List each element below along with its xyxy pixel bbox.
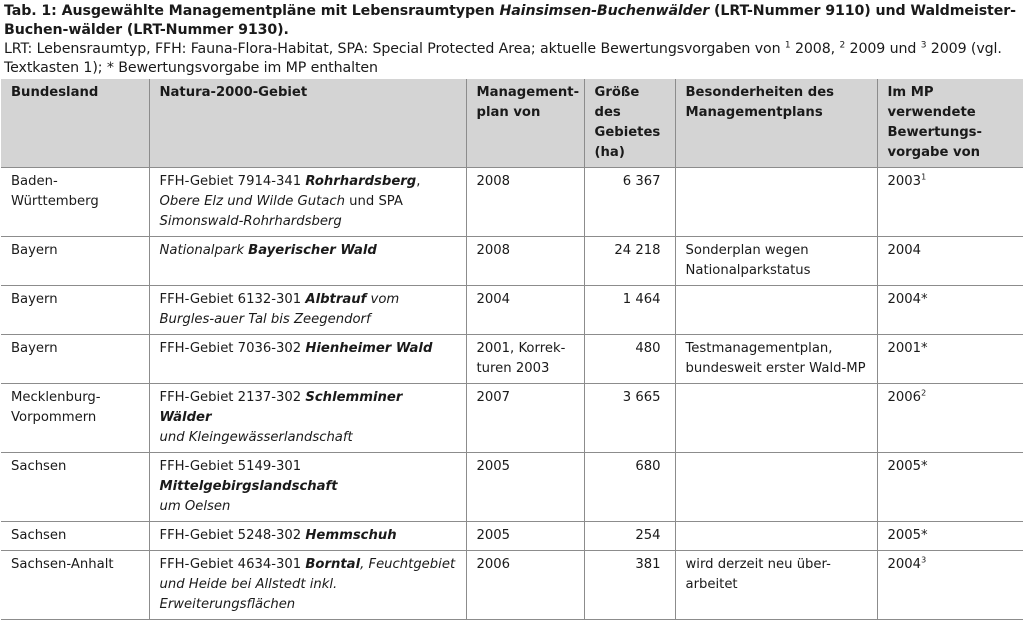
cell-plan: 2005 [466, 522, 584, 551]
legend-text-2: 2008, [790, 41, 840, 57]
cell-gebiet [149, 237, 466, 286]
cell-gebiet [149, 551, 466, 620]
table-row [1, 168, 1023, 237]
header-plan: Management-plan von [466, 79, 584, 168]
header-bundesland: Bundesland [1, 79, 149, 168]
gebiet-name: Rohrhardsberg [305, 174, 417, 189]
vorgabe-footnote: 1 [921, 172, 927, 182]
cell-gebiet [149, 335, 466, 384]
cell-vorgabe: 2004* [877, 286, 1023, 335]
cell-besonderheiten: wird derzeit neu über-arbeitet [675, 551, 877, 620]
header-groesse: Größe des Gebietes (ha) [584, 79, 675, 168]
gebiet-italic: Nationalpark [159, 243, 249, 258]
cell-groesse: 480 [584, 335, 675, 384]
gebiet-text: FFH-Gebiet 5149-301 [159, 459, 302, 474]
vorgabe-footnote: 2 [921, 388, 927, 398]
table-row [1, 237, 1023, 286]
gebiet-italic: , Feuchtgebiet und Heide bei Allstedt inkl. Erweiterungsflächen [159, 557, 456, 612]
cell-bundesland: Bayern [1, 237, 149, 286]
table-header-row [1, 79, 1023, 168]
table-row [1, 384, 1023, 453]
caption-title [4, 3, 1016, 38]
gebiet-text: FFH-Gebiet 7036-302 [159, 341, 306, 356]
cell-plan: 2006 [466, 551, 584, 620]
cell-bundesland: Mecklenburg-Vorpommern [1, 384, 149, 453]
gebiet-text: FFH-Gebiet 4634-301 [159, 557, 306, 572]
footnote-mark-1: 1 [784, 40, 791, 51]
gebiet-text: FFH-Gebiet 5248-302 [159, 528, 306, 543]
cell-vorgabe: 2004 [877, 237, 1023, 286]
footnote-mark-3: 3 [920, 40, 927, 51]
gebiet-name: Albtrauf [305, 292, 367, 307]
cell-besonderheiten [675, 453, 877, 522]
cell-gebiet [149, 522, 466, 551]
cell-bundesland: Sachsen-Anhalt [1, 551, 149, 620]
cell-gebiet [149, 453, 466, 522]
cell-groesse: 254 [584, 522, 675, 551]
gebiet-italic: Simonswald-Rohrhardsberg [159, 214, 342, 229]
cell-gebiet [149, 168, 466, 237]
cell-besonderheiten [675, 286, 877, 335]
cell-bundesland: Sachsen [1, 522, 149, 551]
cell-gebiet [149, 384, 466, 453]
gebiet-text: und SPA [344, 194, 403, 209]
header-gebiet: Natura-2000-Gebiet [149, 79, 466, 168]
gebiet-italic: und Kleingewässerlandschaft [159, 430, 353, 445]
cell-groesse: 6 367 [584, 168, 675, 237]
cell-groesse: 680 [584, 453, 675, 522]
management-plan-table [1, 79, 1023, 620]
caption-title-text: Tab. 1: Ausgewählte Managementpläne mit Lebensraumtypen [4, 3, 500, 19]
vorgabe-year: 2004 [887, 557, 922, 572]
cell-besonderheiten: Testmanagementplan, bundesweit erster Wald-MP [675, 335, 877, 384]
gebiet-name: Mittelgebirgslandschaft [159, 479, 338, 494]
gebiet-italic: Obere Elz und Wilde Gutach [159, 194, 345, 209]
vorgabe-year: 2006 [887, 390, 922, 405]
legend-text-3: 2009 und [845, 41, 921, 57]
header-besonderheiten: Besonderheiten des Managementplans [675, 79, 877, 168]
cell-bundesland: Bayern [1, 335, 149, 384]
vorgabe-footnote: 3 [921, 555, 927, 565]
gebiet-text: FFH-Gebiet 7914-341 [159, 174, 306, 189]
cell-groesse: 1 464 [584, 286, 675, 335]
cell-bundesland: Bayern [1, 286, 149, 335]
vorgabe-year: 2003 [887, 174, 922, 189]
caption-legend [4, 41, 1002, 76]
cell-bundesland: Baden-Württemberg [1, 168, 149, 237]
cell-besonderheiten [675, 384, 877, 453]
gebiet-italic: um Oelsen [159, 499, 231, 514]
footnote-mark-2: 2 [839, 40, 846, 51]
cell-vorgabe: 2001* [877, 335, 1023, 384]
cell-plan: 2008 [466, 168, 584, 237]
table-row [1, 286, 1023, 335]
cell-plan: 2001, Korrek-turen 2003 [466, 335, 584, 384]
cell-vorgabe [877, 384, 1023, 453]
cell-groesse: 3 665 [584, 384, 675, 453]
cell-vorgabe [877, 168, 1023, 237]
table-row [1, 453, 1023, 522]
cell-vorgabe: 2005* [877, 522, 1023, 551]
legend-text-1: LRT: Lebensraumtyp, FFH: Fauna-Flora-Habitat, SPA: Special Protected Area; aktuelle Bewertungsvorgaben von [4, 41, 785, 57]
cell-gebiet [149, 286, 466, 335]
gebiet-name: Hienheimer Wald [305, 341, 433, 356]
table-row [1, 551, 1023, 620]
legend-text-4: 2009 (vgl. Textkasten 1); * Bewertungsvorgabe im MP enthalten [4, 41, 1002, 76]
cell-plan: 2008 [466, 237, 584, 286]
gebiet-name: Hemmschuh [305, 528, 397, 543]
cell-besonderheiten [675, 168, 877, 237]
gebiet-name: Bayerischer Wald [248, 243, 377, 258]
cell-besonderheiten [675, 522, 877, 551]
caption-title-text-2: (LRT-Nummer 9110) und Waldmeister-Buchen-wälder (LRT-Nummer 9130). [4, 3, 1016, 38]
cell-plan: 2007 [466, 384, 584, 453]
gebiet-text: FFH-Gebiet 2137-302 [159, 390, 306, 405]
cell-vorgabe: 2005* [877, 453, 1023, 522]
cell-groesse: 24 218 [584, 237, 675, 286]
cell-bundesland: Sachsen [1, 453, 149, 522]
cell-plan: 2005 [466, 453, 584, 522]
cell-groesse: 381 [584, 551, 675, 620]
gebiet-italic: vom Burgles-auer Tal bis Zeegendorf [159, 292, 400, 327]
caption-title-italic: Hainsimsen-Buchenwälder [499, 3, 710, 19]
cell-vorgabe [877, 551, 1023, 620]
gebiet-text: , [416, 174, 421, 189]
table-caption [0, 0, 1024, 78]
cell-plan: 2004 [466, 286, 584, 335]
cell-besonderheiten: Sonderplan wegen Nationalparkstatus [675, 237, 877, 286]
gebiet-text: FFH-Gebiet 6132-301 [159, 292, 306, 307]
gebiet-name: Schlemminer Wälder [159, 390, 403, 425]
table-row [1, 335, 1023, 384]
table-row [1, 522, 1023, 551]
header-vorgabe: Im MP verwendete Bewertungs-vorgabe von [877, 79, 1023, 168]
gebiet-name: Borntal [305, 557, 361, 572]
